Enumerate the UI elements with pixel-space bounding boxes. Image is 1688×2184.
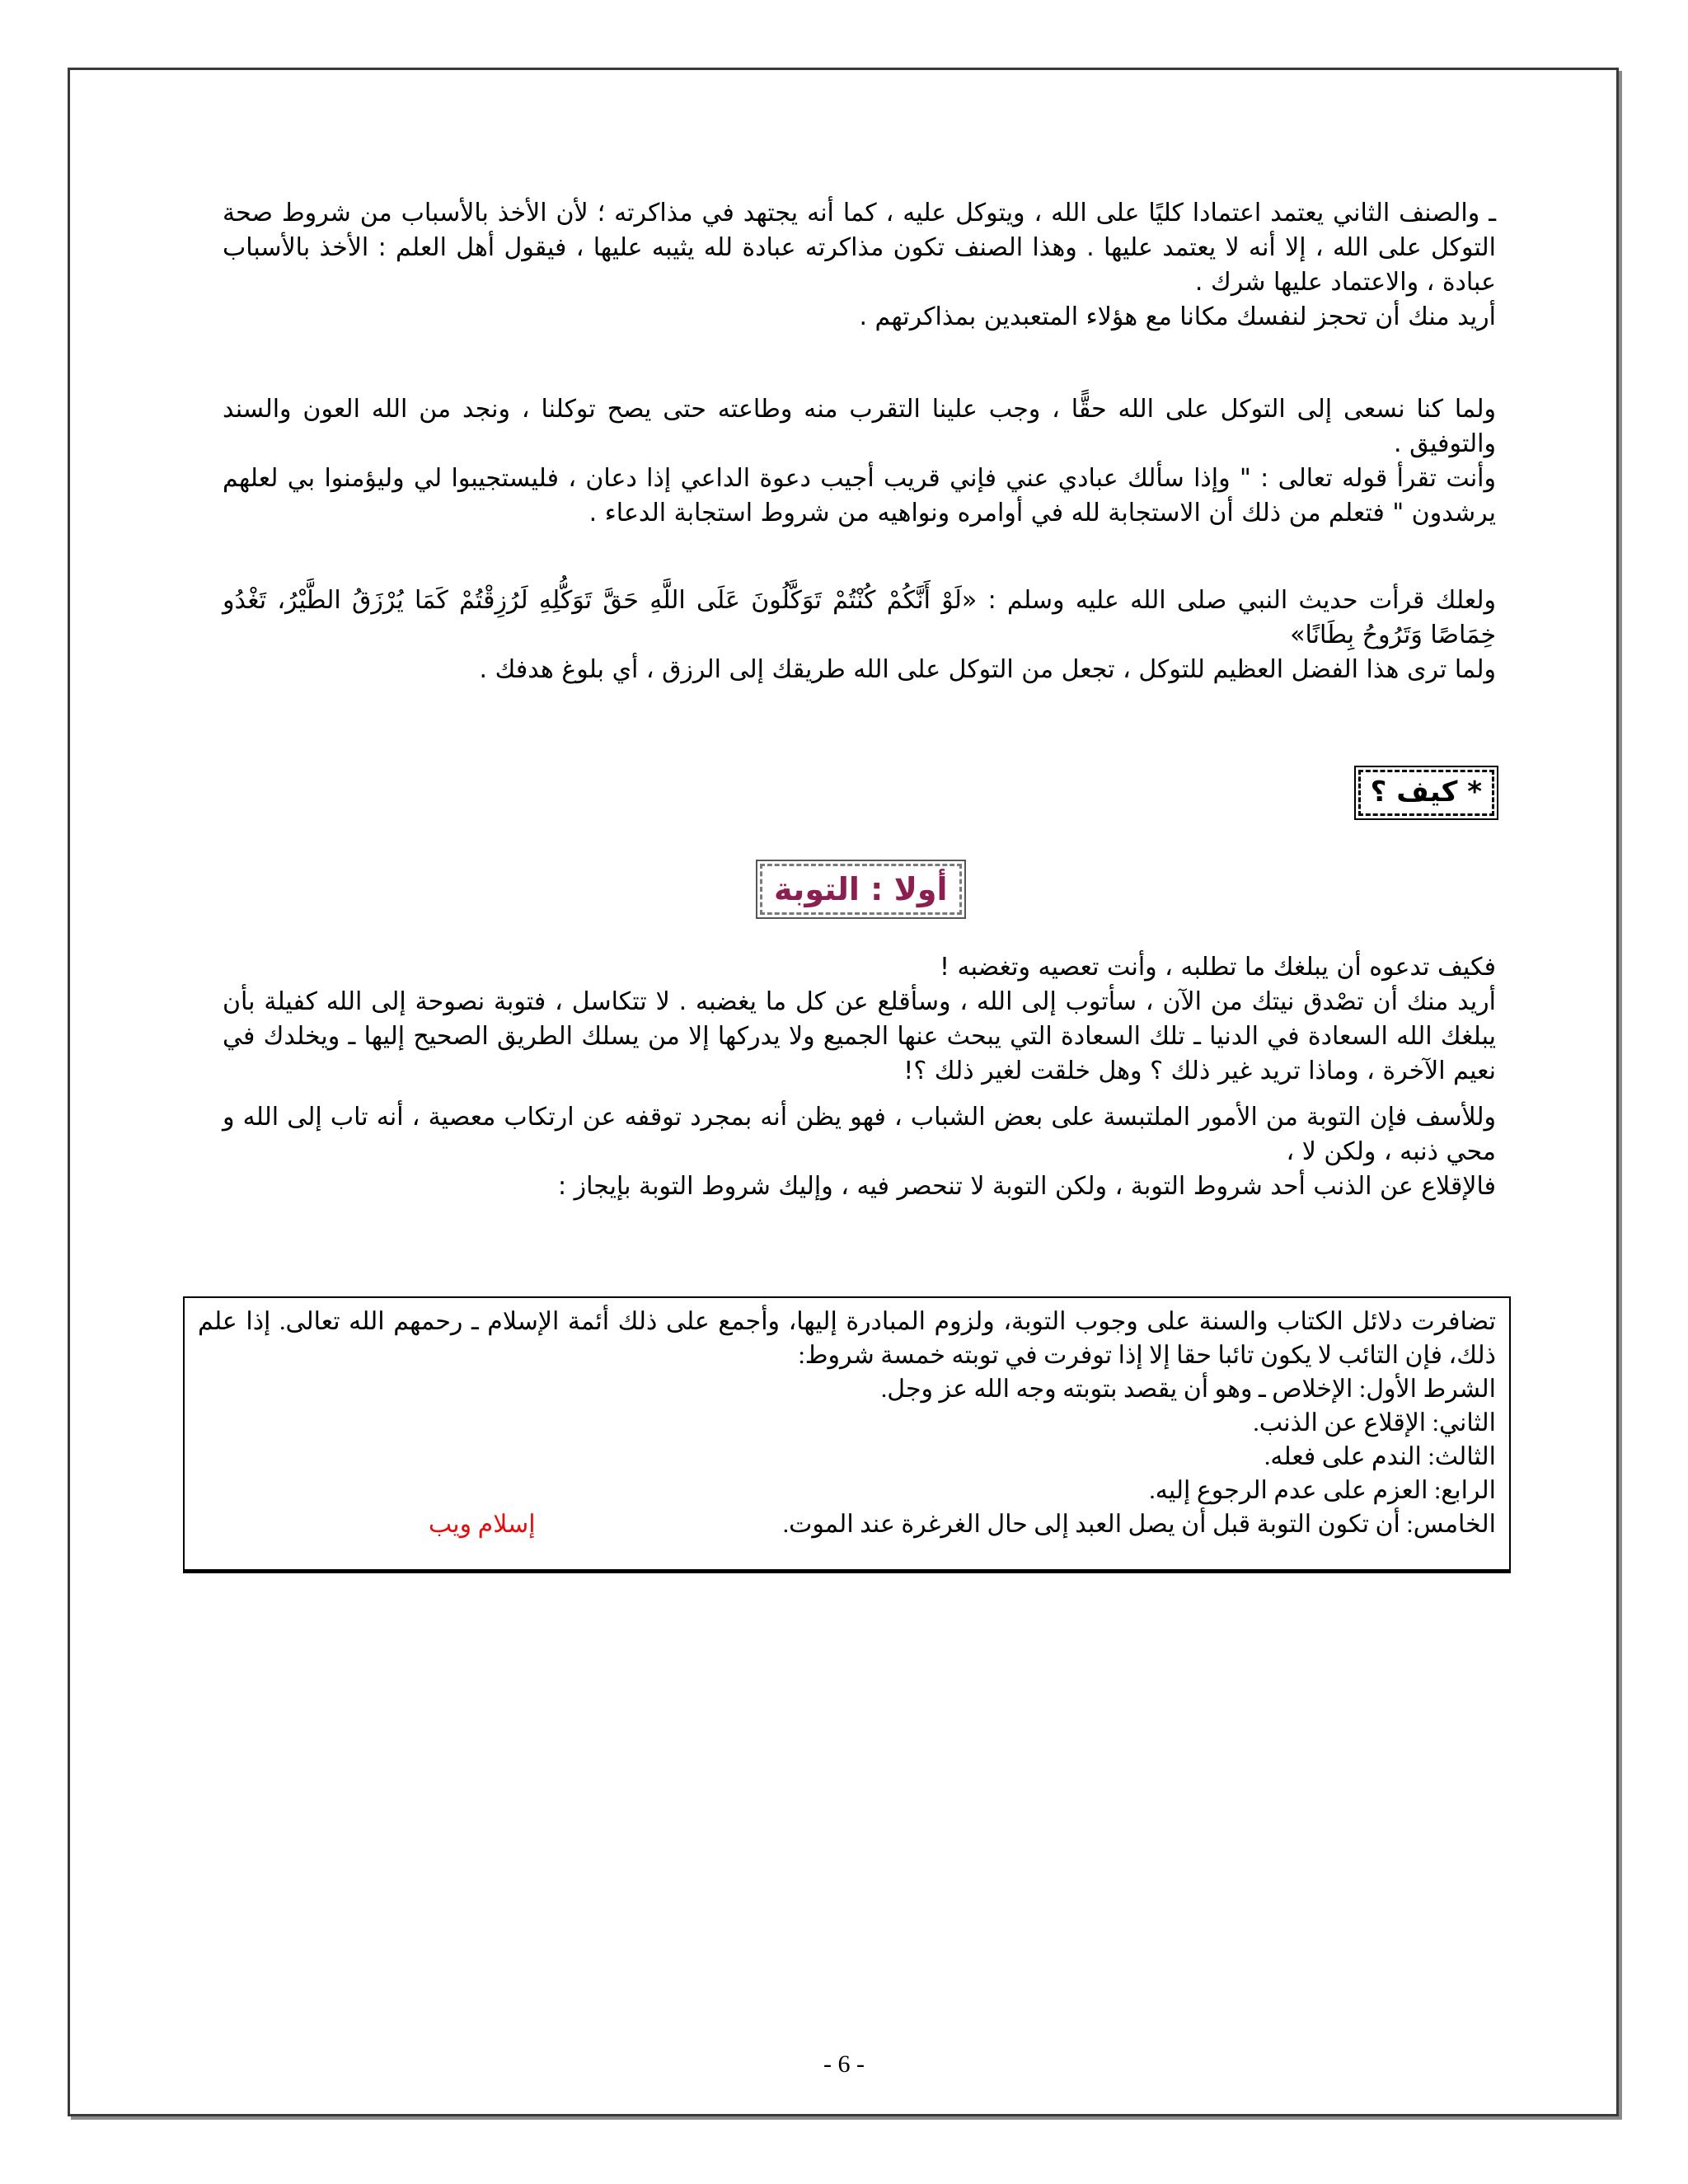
- box-intro: تضافرت دلائل الكتاب والسنة على وجوب التوبة، ولزوم المبادرة إليها، وأجمع على ذلك أئمة الإسلام ـ رحمهم الله تعالى. إذا علم ذلك، فإن التائب لا يكون تائبا حقا إلا إذا توفرت في توبته خمسة شروط:: [198, 1308, 1496, 1369]
- paragraph-tawakkul: [223, 392, 1496, 531]
- text-line: فكيف تدعوه أن يبلغك ما تطلبه ، وأنت تعصيه وتغضبه !: [939, 953, 1496, 982]
- heading-how: * كيف ؟: [1358, 770, 1494, 816]
- text-line: ـ والصنف الثاني يعتمد اعتمادا كليًا على الله ، ويتوكل عليه ، كما أنه يجتهد في مذاكرته ؛ لأن الأخذ بالأسباب من شروط صحة التوكل على الله ، إلا أنه لا يعتمد عليها . وهذا الصنف تكون مذاكرته عبادة لله يثيبه عليها ، فيقول أهل العلم : الأخذ بالأسباب عبادة ، والاعتماد عليها شرك .: [223, 199, 1496, 297]
- page-frame: [68, 68, 1619, 2116]
- text-line: أريد منك أن تصْدق نيتك من الآن ، سأتوب إلى الله ، وسأقلع عن كل ما يغضبه . لا تتكاسل ، فتوبة نصوحة إلى الله كفيلة بأن يبلغك الله السعادة في الدنيا ـ تلك السعادة التي يبحث عنها الجميع ولا يدركها إلا من يسلك الطريق الصحيح إليها ـ ويخلدك في نعيم الآخرة ، وماذا تريد غير ذلك ؟ وهل خلقت لغير ذلك ؟!: [223, 987, 1496, 1085]
- paragraph-hadith: [223, 583, 1496, 687]
- text-line: ولما كنا نسعى إلى التوكل على الله حقًّا ، وجب علينا التقرب منه وطاعته حتى يصح توكلنا ، ونجد من الله العون والسند والتوفيق .: [223, 395, 1496, 458]
- text-line: فالإقلاع عن الذنب أحد شروط التوبة ، ولكن التوبة لا تنحصر فيه ، وإليك شروط التوبة بإيجاز :: [557, 1172, 1496, 1201]
- condition-1: الشرط الأول: الإخلاص ـ وهو أن يقصد بتوبته وجه الله عز وجل.: [880, 1376, 1496, 1403]
- condition-3: الثالث: الندم على فعله.: [1264, 1443, 1496, 1470]
- condition-5-row: [198, 1507, 1496, 1541]
- conditions-box: [183, 1296, 1511, 1573]
- text-line: أريد منك أن تحجز لنفسك مكانا مع هؤلاء المتعبدين بمذاكرتهم .: [859, 302, 1496, 331]
- text-line: وللأسف فإن التوبة من الأمور الملتبسة على بعض الشباب ، فهو يظن أنه بمجرد توقفه عن ارتكاب معصية ، أنه تاب إلى الله و محي ذنبه ، ولكن لا ،: [223, 1103, 1496, 1166]
- paragraph-repentance-intro: [223, 950, 1496, 1089]
- source-credit: إسلام ويب: [428, 1511, 536, 1538]
- paragraph-repentance-misconception: [223, 1100, 1496, 1204]
- paragraph-second-type: [223, 196, 1496, 335]
- condition-5: الخامس: أن تكون التوبة قبل أن يصل العبد إلى حال الغرغرة عند الموت.: [782, 1511, 1496, 1538]
- text-line: وأنت تقرأ قوله تعالى : " وإذا سألك عبادي عني فإني قريب أجيب دعوة الداعي إذا دعان ، فليستجيبوا لي وليؤمنوا بي لعلهم يرشدون " فتعلم من ذلك أن الاستجابة لله في أوامره ونواهيه من شروط استجابة الدعاء .: [223, 464, 1496, 527]
- condition-4: الرابع: العزم على عدم الرجوع إليه.: [1149, 1477, 1496, 1504]
- text-line: ولما ترى هذا الفضل العظيم للتوكل ، تجعل من التوكل على الله طريقك إلى الرزق ، أي بلوغ هدفك .: [479, 655, 1496, 684]
- text-line: ولعلك قرأت حديث النبي صلى الله عليه وسلم : «لَوْ أَنَّكُمْ كُنْتُمْ تَوَكَّلُونَ عَلَى اللَّهِ حَقَّ تَوَكُّلِهِ لَرُزِقْتُمْ كَمَا يُرْزَقُ الطَّيْرُ، تَغْدُو خِمَاصًا وَتَرُوحُ بِطَانًا»: [223, 586, 1496, 649]
- heading-repentance: أولا : التوبة: [760, 864, 962, 915]
- condition-2: الثاني: الإقلاع عن الذنب.: [1253, 1409, 1496, 1436]
- page-number: - 6 -: [823, 2050, 865, 2078]
